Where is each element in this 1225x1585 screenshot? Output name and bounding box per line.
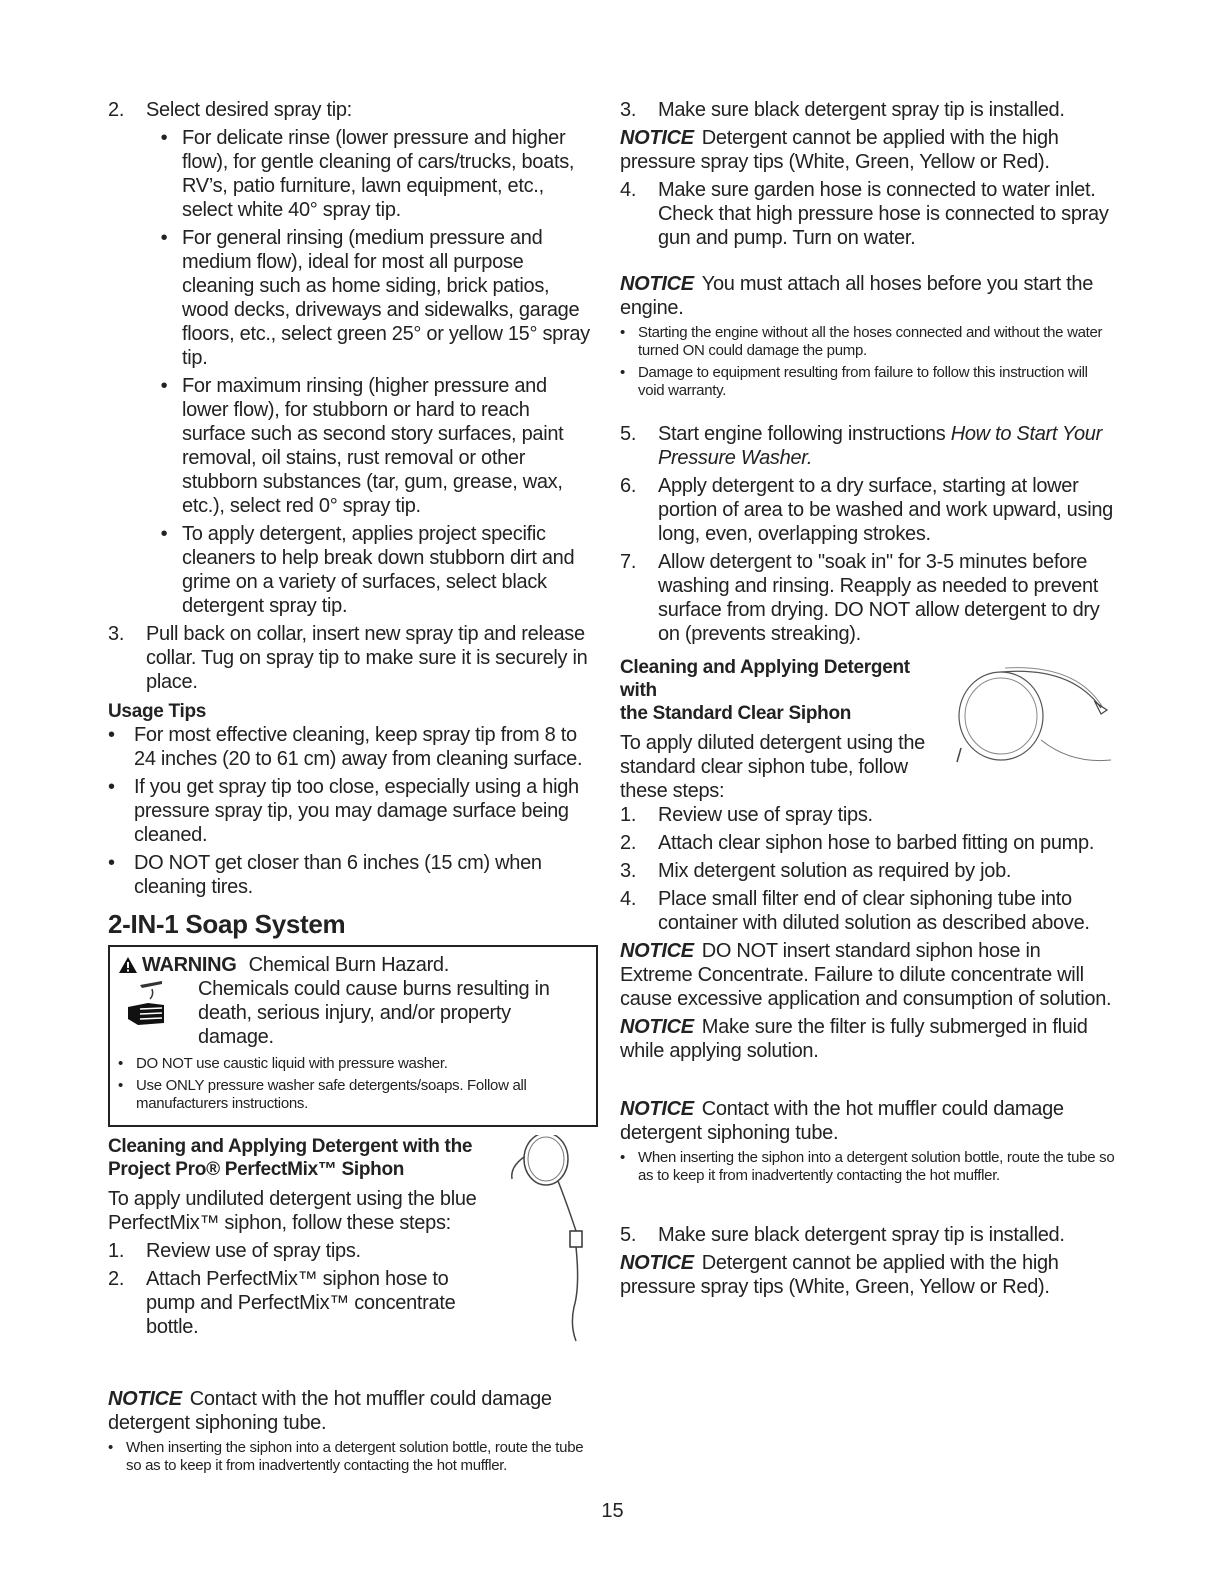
step-collar: 3. Pull back on collar, insert new spray tip and release collar. Tug on spray tip to make sure it is securely in place. [108,623,588,693]
list-item: • For maximum rinsing (higher pressure and lower flow), for stubborn or hard to reach surface such as second story surfaces, paint removal, oil stains, rust removal or other stubborn substances (tar, gum, grease, wax, etc.), select red 0° spray tip. [160,375,564,517]
perfectmix-siphon-illustration [488,1135,598,1355]
perfectmix-heading-line1: Cleaning and Applying Detergent with the [108,1136,473,1157]
notice-spray-tips: NOTICE Detergent cannot be applied with the high pressure spray tips (White, Green, Yellow or Red). [620,127,1059,173]
notice-label: NOTICE [620,1252,694,1274]
perfectmix-intro: To apply undiluted detergent using the blue PerfectMix™ siphon, follow these steps: [108,1188,477,1234]
step-text: Select desired spray tip: [146,99,352,121]
clear-siphon-heading-line2: the Standard Clear Siphon [620,703,852,724]
step: 3. Make sure black detergent spray tip is installed. [620,99,1065,121]
list-item: • Starting the engine without all the hoses connected and without the water turned ON could damage the pump. [620,324,1103,359]
clear-siphon-step: 1. Review use of spray tips. [620,804,873,826]
warning-header [118,953,588,977]
step: 5. Start engine following instructions How to Start Your Pressure Washer. [620,423,1102,469]
perfectmix-step: 1. Review use of spray tips. [108,1240,361,1262]
list-item: • For delicate rinse (lower pressure and higher flow), for gentle cleaning of cars/trucks, boats, RV’s, patio furniture, lawn equipment, etc., select white 40° spray tip. [160,127,575,221]
perfectmix-heading-line2: Project Pro® PerfectMix™ Siphon [108,1159,405,1180]
list-item: • For most effective cleaning, keep spray tip from 8 to 24 inches (20 to 61 cm) away from cleaning surface. [108,724,583,770]
list-item: • Damage to equipment resulting from failure to follow this instruction will void warranty. [620,364,1088,399]
usage-tips-list [108,723,598,899]
list-item: • To apply detergent, applies project specific cleaners to help break down stubborn dirt and grime on a variety of surfaces, select black detergent spray tip. [160,523,575,617]
list-item: • DO NOT use caustic liquid with pressure washer. [118,1055,448,1072]
notice-spray-tips: NOTICE Detergent cannot be applied with the high pressure spray tips (White, Green, Yellow or Red). [620,1252,1059,1298]
warning-signal-word: WARNING [142,954,237,976]
list-item: • For general rinsing (medium pressure and medium flow), ideal for most all purpose cleaning such as home siding, brick patios, wood decks, driveways and sidewalks, garage floors, etc., select green 25° or yellow 15° spray tip. [160,227,590,369]
notice-label: NOTICE [108,1388,182,1410]
soap-system-heading: 2-IN-1 Soap System [108,909,346,939]
step: 7. Allow detergent to "soak in" for 3-5 minutes before washing and rinsing. Reapply as needed to prevent surface from drying. DO NOT allow detergent to dry on (prevents streaking). [620,551,1100,645]
page-number: 15 [601,1500,624,1522]
notice-label: NOTICE [620,1098,694,1120]
list-item: • When inserting the siphon into a detergent solution bottle, route the tube so as to keep it from inadvertently contacting the hot muffler. [620,1149,1115,1184]
notice-label: NOTICE [620,940,694,962]
clear-siphon-step: 3. Mix detergent solution as required by job. [620,860,1012,882]
usage-tips-heading: Usage Tips [108,701,207,722]
list-item: • DO NOT get closer than 6 inches (15 cm) when cleaning tires. [108,852,542,898]
step: 4. Make sure garden hose is connected to water inlet. Check that high pressure hose is connected to spray gun and pump. Turn on water. [620,179,1109,249]
step: 6. Apply detergent to a dry surface, starting at lower portion of area to be washed and work upward, using long, even, overlapping strokes. [620,475,1113,545]
notice-filter: NOTICE Make sure the filter is fully submerged in fluid while applying solution. [620,1016,1088,1062]
clear-siphon-intro: To apply diluted detergent using the standard clear siphon tube, follow these steps: [620,732,925,802]
spray-tip-list [108,126,598,618]
right-column [620,98,1115,1299]
notice-label: NOTICE [620,127,694,149]
warning-box [108,945,598,1127]
warning-triangle-icon [118,956,138,974]
warning-description: Chemicals could cause burns resulting in death, serious injury, and/or property damage. [198,978,550,1048]
list-item: • When inserting the siphon into a detergent solution bottle, route the tube so as to keep it from inadvertently contacting the hot muffler. [108,1439,584,1474]
step-select-tip [108,98,598,122]
left-column [108,98,598,1479]
notice-concentrate: NOTICE DO NOT insert standard siphon hose in Extreme Concentrate. Failure to dilute concentrate will cause excessive application and consumption of solution. [620,940,1112,1010]
notice-muffler: NOTICE Contact with the hot muffler could damage detergent siphoning tube. [108,1388,552,1434]
warning-hazard: Chemical Burn Hazard. [248,954,450,976]
chemical-burn-hand-icon [118,977,178,1029]
notice-label: NOTICE [620,273,694,295]
clear-siphon-hose-illustration [945,656,1115,776]
clear-siphon-step: 2. Attach clear siphon hose to barbed fitting on pump. [620,832,1095,854]
perfectmix-step: 2. Attach PerfectMix™ siphon hose to pump and PerfectMix™ concentrate bottle. [108,1268,456,1338]
step: 5. Make sure black detergent spray tip is installed. [620,1224,1065,1246]
notice-hoses: NOTICE You must attach all hoses before you start the engine. [620,273,1094,319]
manual-reference: How to Start Your Pressure Washer. [658,423,1102,469]
list-item: • If you get spray tip too close, especially using a high pressure spray tip, you may damage surface being cleaned. [108,776,579,846]
step-number: 2. [108,99,125,121]
list-item: • Use ONLY pressure washer safe detergents/soaps. Follow all manufacturers instructions. [118,1077,527,1112]
notice-label: NOTICE [620,1016,694,1038]
clear-siphon-heading-line1: Cleaning and Applying Detergent with [620,657,910,701]
clear-siphon-step: 4. Place small filter end of clear siphoning tube into container with diluted solution as described above. [620,888,1090,934]
notice-muffler: NOTICE Contact with the hot muffler could damage detergent siphoning tube. [620,1098,1064,1144]
